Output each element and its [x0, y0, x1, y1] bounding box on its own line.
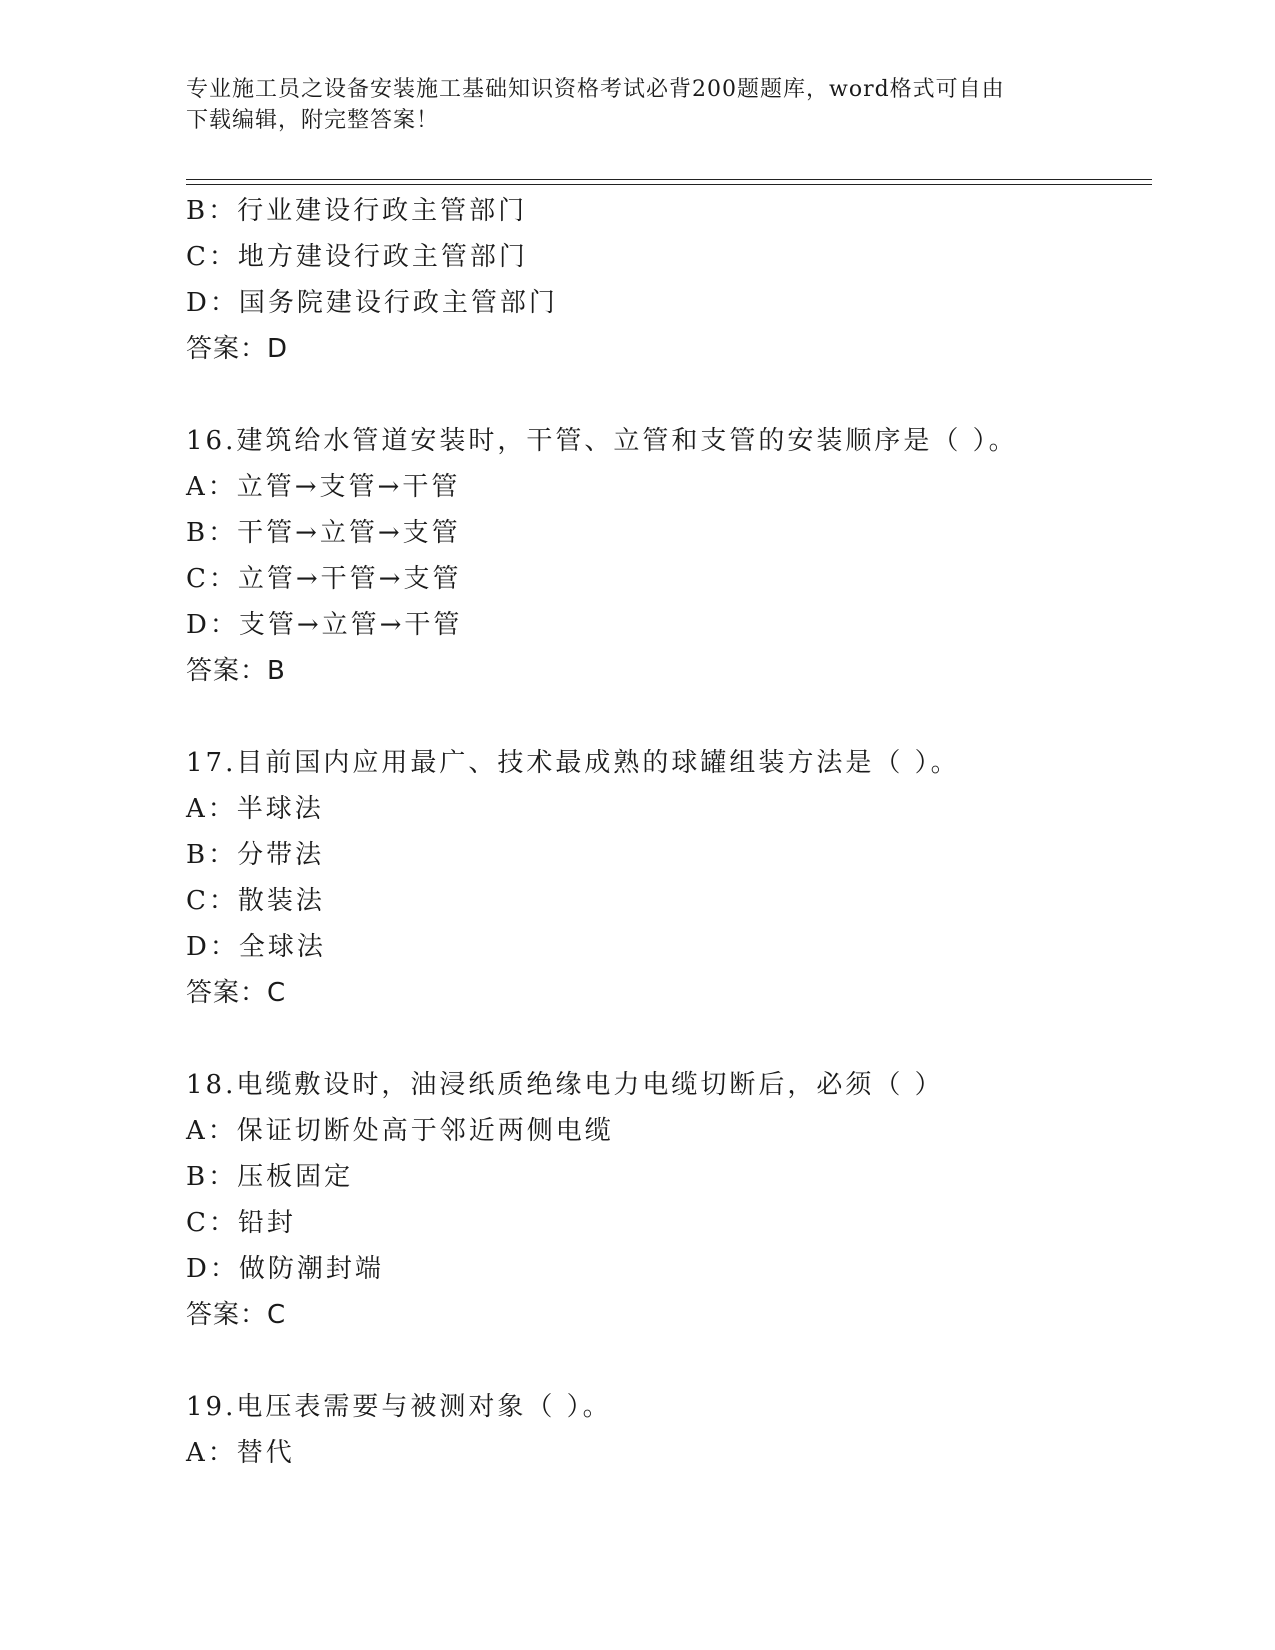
header-title-line-2: 下载编辑，附完整答案！	[186, 108, 440, 133]
document-header	[186, 74, 1076, 136]
question-text: 16.建筑给水管道安装时，干管、立管和支管的安装顺序是（ ）。	[186, 426, 1018, 456]
option-a: A：半球法	[186, 794, 324, 824]
question-list	[186, 188, 1152, 1476]
question-19	[186, 1384, 1152, 1476]
option-c: C：散装法	[186, 886, 325, 916]
option-b: B：行业建设行政主管部门	[186, 196, 528, 226]
answer-line: 答案：D	[186, 334, 289, 364]
spacer	[186, 1016, 1152, 1062]
question-16	[186, 418, 1152, 694]
option-d: D：全球法	[186, 932, 326, 962]
option-a: A：替代	[186, 1438, 295, 1468]
option-c: C：地方建设行政主管部门	[186, 242, 528, 272]
spacer	[186, 1338, 1152, 1384]
option-b: B：分带法	[186, 840, 325, 870]
answer-line: 答案：C	[186, 1300, 287, 1330]
option-a: A：立管→支管→干管	[186, 472, 461, 502]
header-divider-top	[186, 179, 1152, 180]
option-b: B：干管→立管→支管	[186, 518, 461, 548]
option-a: A：保证切断处高于邻近两侧电缆	[186, 1116, 614, 1146]
question-18	[186, 1062, 1152, 1338]
option-d: D：支管→立管→干管	[186, 610, 463, 640]
question-17	[186, 740, 1152, 1016]
question-text: 19.电压表需要与被测对象（ ）。	[186, 1392, 612, 1422]
header-divider-bottom	[186, 184, 1152, 185]
option-d: D：做防潮封端	[186, 1254, 384, 1284]
option-d: D：国务院建设行政主管部门	[186, 288, 558, 318]
question-text: 17.目前国内应用最广、技术最成熟的球罐组装方法是（ ）。	[186, 748, 960, 778]
option-c: C：立管→干管→支管	[186, 564, 462, 594]
header-title-line-1: 专业施工员之设备安装施工基础知识资格考试必背200题题库，word格式可自由	[186, 77, 1005, 102]
question-text: 18.电缆敷设时，油浸纸质绝缘电力电缆切断后，必须（ ）	[186, 1070, 944, 1100]
spacer	[186, 694, 1152, 740]
question-15	[186, 188, 1152, 372]
option-c: C：铅封	[186, 1208, 296, 1238]
answer-line: 答案：C	[186, 978, 287, 1008]
option-b: B：压板固定	[186, 1162, 354, 1192]
spacer	[186, 372, 1152, 418]
answer-line: 答案：B	[186, 656, 286, 686]
